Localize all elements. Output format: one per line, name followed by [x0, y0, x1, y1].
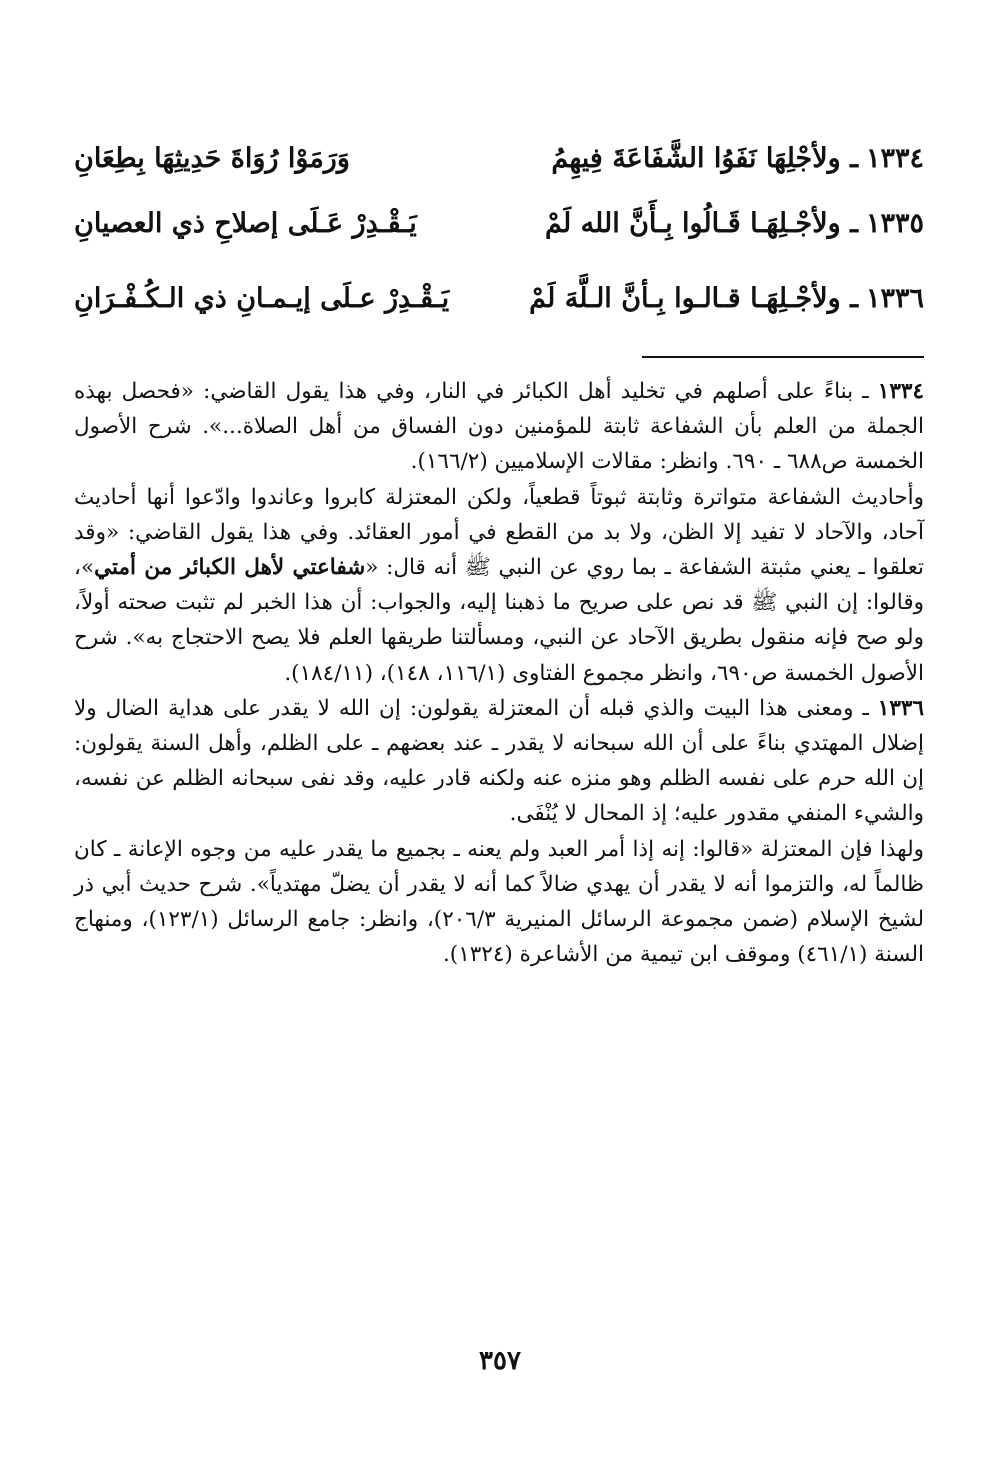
verse-number: ١٣٣٦ [865, 282, 924, 314]
footnote-1334 [74, 374, 924, 480]
verse-line-1334 [74, 128, 924, 188]
footnotes [74, 374, 924, 972]
verse-second-hemistich: يَـقْـدِرْ عَـلَى إصلاحِ ذي العصيانِ [74, 207, 417, 239]
footnote-text: ولهذا فإن المعتزلة «قالوا: إنه إذا أمر العبد ولم يعنه ـ بجميع ما يقدر عليه من وجوه الإعانة ـ كان ظالماً له، والتزموا أنه لا يقدر أن يهدي ضالاً كما أنه لا يقدر أن يضلّ مهتدياً». شرح حديث أبي ذر لشيخ الإسلام (ضمن مجموعة الرسائل المنيرية ٢٠٦/٣)، وانظر: جامع الرسائل (١٢٣/١)، ومنهاج السنة (٤٦١/١) وموقف ابن تيمية من الأشاعرة (١٣٢٤). [74, 836, 924, 968]
footnote-text: ـ بناءً على أصلهم في تخليد أهل الكبائر في النار، وفي هذا يقول القاضي: «فحصل بهذه الجملة من العلم بأن الشفاعة ثابتة للمؤمنين دون الفساق من أهل الصلاة...». شرح الأصول الخمسة ص٦٨٨ ـ ٦٩٠. وانظر: مقالات الإسلاميين (١٦٦/٢). [74, 379, 924, 475]
footnote-1336 [74, 691, 924, 832]
footnote-number: ١٣٣٦ [877, 695, 924, 721]
verse-first-hemistich [545, 208, 924, 239]
footnote-text: ـ ومعنى هذا البيت والذي قبله أن المعتزلة يقولون: إن الله لا يقدر على هداية الضال ولا إضلال المهتدي بناءً على أن الله سبحانه لا يقدر ـ عند بعضهم ـ على الظلم، وأهل السنة يقولون: إن الله حرم على نفسه الظلم وهو منزه عنه ولكنه قادر عليه، وقد نفى سبحانه الظلم عن نفسه، والشيء المنفي مقدور عليه؛ إذ المحال لا يُنْفَى. [74, 695, 924, 827]
footnote-paragraph [74, 832, 924, 973]
footnote-separator [642, 356, 924, 358]
page-number: ٣٥٧ [479, 1346, 521, 1376]
footnote-paragraph [74, 480, 924, 691]
hadith-quote: شفاعتي لأهل الكبائر من أمتي [94, 555, 366, 581]
footnote-text: »، وقالوا: إن النبي ﷺ قد نص على صريح ما ذهبنا إليه، والجواب: أن هذا الخبر لم تثبت صحته أولاً، ولو صح فإنه منقول بطريق الآحاد عن النبي، ومسألتنا طريقها العلم فلا يصح الاحتجاج به». شرح الأصول الخمسة ص٦٩٠، وانظر مجموع الفتاوى (١١٦/١، ١٤٨)، (١٨٤/١١). [74, 555, 924, 686]
verse-first-hemistich [551, 143, 924, 174]
verse-first-text: ـ ولأجْـلِهَـا قَـالُوا بِـأَنَّ الله لَمْ [544, 207, 858, 239]
verse-first-text: ـ ولأجْلِهَا نَفَوُا الشَّفَاعَةَ فِيهِمُ [551, 142, 858, 174]
verse-second-hemistich: يَـقْـدِرْ عـلَى إيـمـانِ ذي الـكُـفْـرَانِ [74, 282, 450, 314]
footnote-number: ١٣٣٤ [877, 379, 924, 404]
verse-first-text: ـ ولأجْـلِهَـا قـالـوا بِـأنَّ الـلَّهَ لَمْ [529, 282, 858, 314]
verse-second-hemistich: وَرَمَوْا رُوَاةَ حَدِيثِهَا بِطِعَانِ [74, 142, 350, 174]
footnote-text: وأحاديث الشفاعة متواترة وثابتة ثبوتاً قطعياً، ولكن المعتزلة كابروا وعاندوا وادّعوا أنها أحاديث آحاد، والآحاد لا تفيد إلا الظن، ولا بد من القطع في أمور العقائد. وفي هذا يقول القاضي: «وقد تعلقوا ـ يعني مثبتة الشفاعة ـ بما روي عن النبي ﷺ أنه قال: « [74, 484, 924, 581]
verse-number: ١٣٣٤ [865, 142, 924, 174]
verse-number: ١٣٣٥ [865, 207, 924, 239]
verse-line-1336 [74, 268, 924, 328]
verse-line-1335 [74, 193, 924, 253]
verse-first-hemistich [529, 283, 924, 314]
